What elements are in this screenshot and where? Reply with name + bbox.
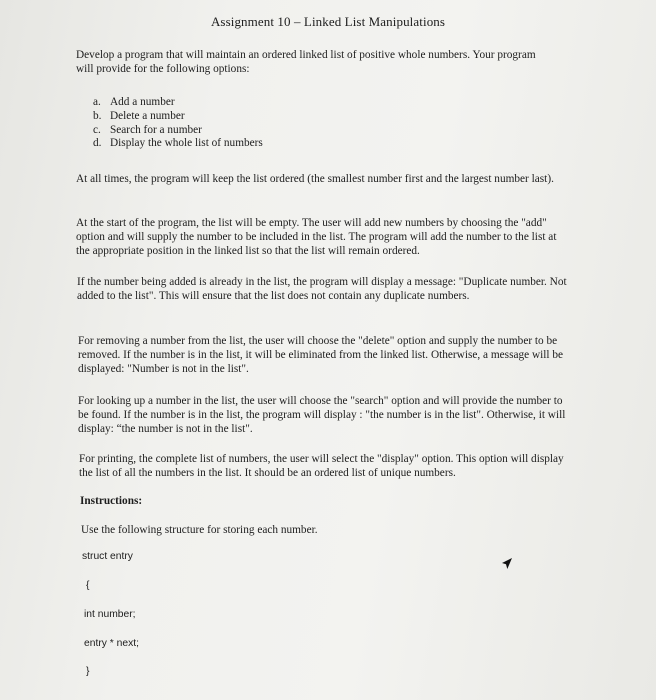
document-title: Assignment 10 – Linked List Manipulations: [210, 14, 446, 29]
list-item: [93, 124, 263, 138]
code-line: }: [86, 666, 90, 677]
display-paragraph: For printing, the complete list of numbers, the user will select the "display" option. This option will display the list of all the numbers in the list. It should be an ordered list of unique numbers.: [79, 453, 564, 479]
instructions-text: Use the following structure for storing each number.: [81, 524, 318, 536]
list-item: [93, 137, 263, 151]
list-item: [93, 96, 263, 110]
add-paragraph: At the start of the program, the list will be empty. The user will add new numbers by choosing the "add" option and will supply the number to be included in the list. The program will add the number to the list at the appropriate position in the linked list so that the list will remain ordered.: [76, 217, 557, 257]
list-item: [93, 110, 263, 124]
option-text: Search for a number: [110, 123, 202, 136]
option-letter: c.: [93, 123, 101, 136]
code-line: {: [86, 580, 90, 591]
code-line: struct entry: [82, 551, 133, 562]
duplicate-paragraph: If the number being added is already in the list, the program will display a message: "Duplicate number. Not added to the list". This will ensure that the list does not contain any duplicate numbers.: [77, 276, 567, 302]
delete-paragraph: For removing a number from the list, the user will choose the "delete" option and supply the number to be removed. If the number is in the list, it will be eliminated from the linked list. Otherwise, a message will be displayed: "Number is not in the list".: [78, 335, 564, 375]
intro-paragraph: Develop a program that will maintain an ordered linked list of positive whole numbers. Your program will provide for the following options:: [76, 49, 536, 75]
option-letter: b.: [93, 109, 102, 122]
ordering-paragraph: At all times, the program will keep the list ordered (the smallest number first and the largest number last).: [76, 173, 554, 185]
option-text: Display the whole list of numbers: [110, 137, 263, 150]
option-text: Delete a number: [110, 109, 185, 122]
option-text: Add a number: [110, 96, 175, 108]
options-list: [93, 96, 263, 151]
mouse-pointer-icon: [499, 557, 513, 571]
option-letter: a.: [93, 96, 101, 108]
search-paragraph: For looking up a number in the list, the user will choose the "search" option and will provide the number to be found. If the number is in the list, the program will display : "the number is in the list". Otherwise, it will display: “the number is not in the list".: [78, 395, 566, 435]
code-line: int number;: [84, 609, 136, 620]
code-line: entry * next;: [84, 638, 139, 649]
option-letter: d.: [93, 137, 102, 150]
instructions-heading: Instructions:: [80, 495, 143, 507]
